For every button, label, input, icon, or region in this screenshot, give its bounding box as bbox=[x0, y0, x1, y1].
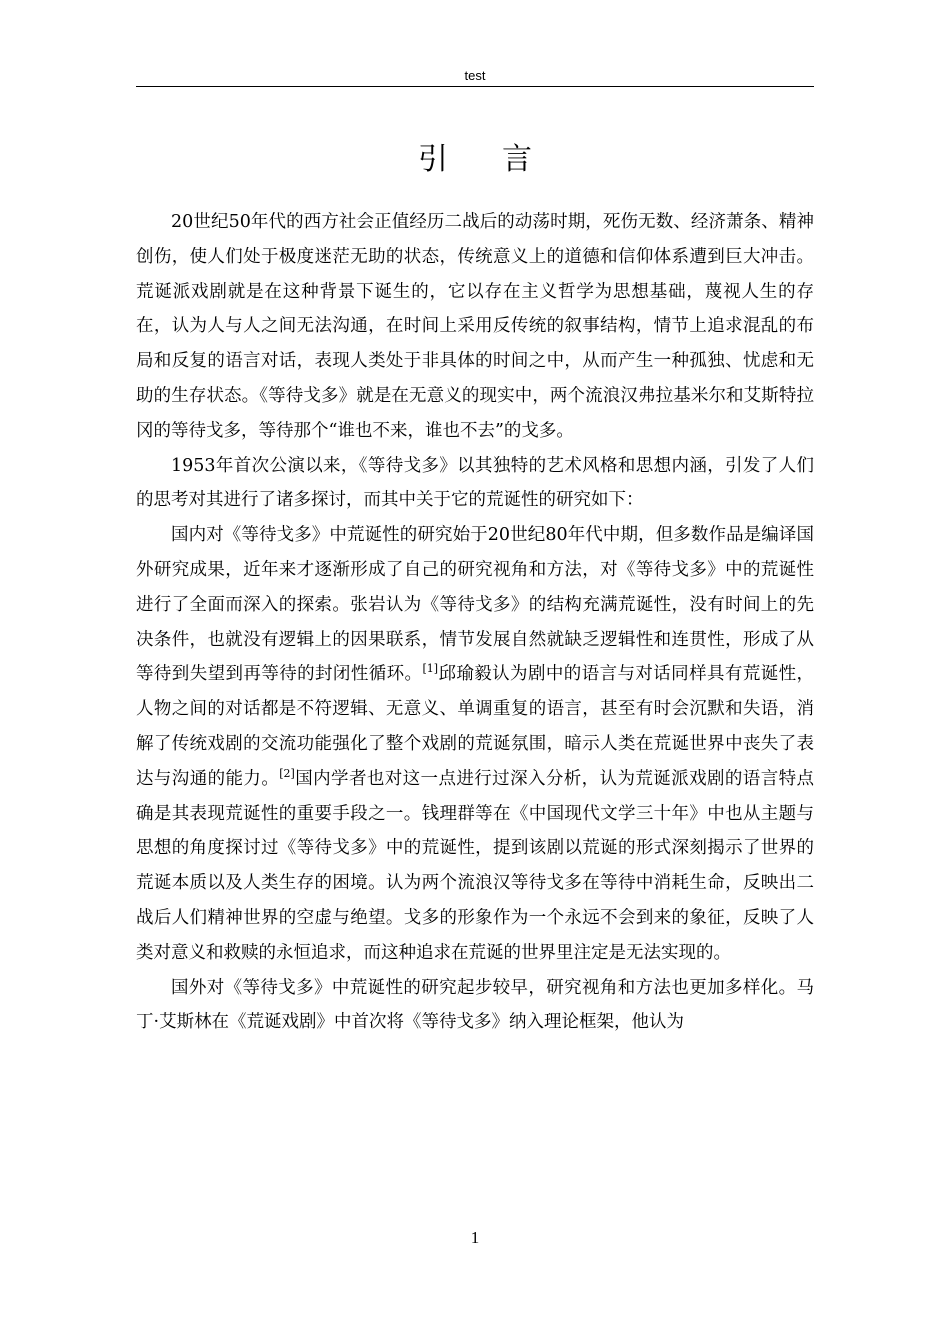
citation-ref[interactable]: [2] bbox=[279, 766, 295, 780]
paragraph-text: 20世纪50年代的西方社会正值经历二战后的动荡时期，死伤无数、经济萧条、精神创伤，使人们处于极度迷茫无助的状态，传统意义上的道德和信仰体系遭到巨大冲击。荒诞派戏剧就是在这种背景下诞生的，它以存在主义哲学为思想基础，蔑视人生的存在，认为人与人之间无法沟通，在时间上采用反传统的叙事结构，情节上追求混乱的布局和反复的语言对话，表现人类处于非具体的时间之中，从而产生一种孤独、忧虑和无助的生存状态。《等待戈多》就是在无意义的现实中，两个流浪汉弗拉基米尔和艾斯特拉冈的等待戈多，等待那个“谁也不来，谁也不去”的戈多。 bbox=[136, 212, 814, 441]
section-title: 引言 bbox=[418, 142, 586, 177]
page-number: 1 bbox=[470, 1228, 480, 1247]
header-divider bbox=[136, 86, 814, 87]
paragraph-text: 国内学者也对这一点进行过深入分析，认为荒诞派戏剧的语言特点确是其表现荒诞性的重要手段之一。钱理群等在《中国现代文学三十年》中也从主题与思想的角度探讨过《等待戈多》中的荒诞性，提到该剧以荒诞的形式深刻揭示了世界的荒诞本质以及人类生存的困境。认为两个流浪汉等待戈多在等待中消耗生命，反映出二战后人们精神世界的空虚与绝望。戈多的形象作为一个永远不会到来的象征，反映了人类对意义和救赎的永恒追求，而这种追求在荒诞的世界里注定是无法实现的。 bbox=[136, 768, 815, 963]
paragraph-text: 1953年首次公演以来，《等待戈多》以其独特的艺术风格和思想内涵，引发了人们的思考对其进行了诸多探讨，而其中关于它的荒诞性的研究如下： bbox=[136, 455, 814, 511]
paragraph-text: 国外对《等待戈多》中荒诞性的研究起步较早，研究视角和方法也更加多样化。马丁·艾斯林在《荒诞戏剧》中首次将《等待戈多》纳入理论框架，他认为 bbox=[136, 977, 814, 1033]
paragraph bbox=[136, 205, 814, 449]
paragraph-text: 邱瑜毅认为剧中的语言与对话同样具有荒诞性，人物之间的对话都是不符逻辑、无意义、单调重复的语言，甚至有时会沉默和失语，消解了传统戏剧的交流功能强化了整个戏剧的荒诞氛围，暗示人类在荒诞世界中丧失了表达与沟通的能力。 bbox=[136, 664, 815, 789]
paragraph bbox=[136, 971, 814, 1041]
citation-ref[interactable]: [1] bbox=[422, 662, 439, 676]
paragraph bbox=[136, 449, 814, 519]
paragraph bbox=[136, 518, 814, 970]
body-text bbox=[136, 205, 814, 1040]
paragraph-text: 国内对《等待戈多》中荒诞性的研究始于20世纪80年代中期，但多数作品是编译国外研究成果，近年来才逐渐形成了自己的研究视角和方法，对《等待戈多》中的荒诞性进行了全面而深入的探索。张岩认为《等待戈多》的结构充满荒诞性，没有时间上的先决条件，也就没有逻辑上的因果联系，情节发展自然就缺乏逻辑性和连贯性，形成了从等待到失望到再等待的封闭性循环。 bbox=[136, 525, 814, 685]
running-header: test bbox=[464, 68, 486, 83]
